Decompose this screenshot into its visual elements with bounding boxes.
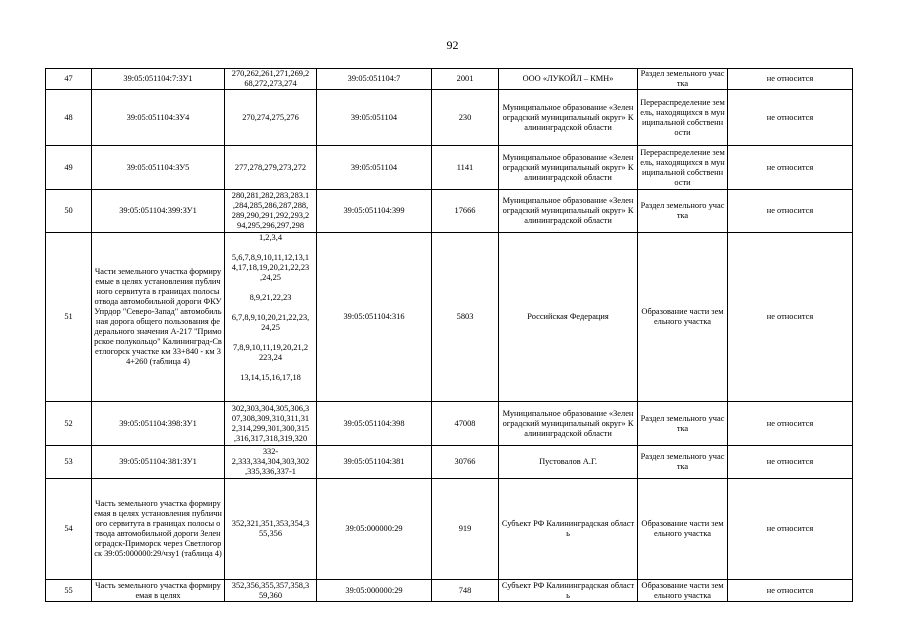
row-number: 55 <box>46 580 92 602</box>
cadastral-number: 39:05:051104:7:ЗУ1 <box>92 69 225 90</box>
note: не относится <box>728 233 853 402</box>
formation-method: Перераспределение земель, находящихся в муниципальной собственности <box>638 90 728 146</box>
formation-method: Раздел земельного участка <box>638 446 728 479</box>
owner: ООО «ЛУКОЙЛ – КМН» <box>499 69 638 90</box>
area: 17666 <box>432 190 499 233</box>
parent-plot: 39:05:051104:381 <box>317 446 432 479</box>
parent-plot: 39:05:000000:29 <box>317 580 432 602</box>
table-row <box>46 69 853 90</box>
owner: Муниципальное образование «Зеленоградский муниципальный округ» Калининградской области <box>499 90 638 146</box>
formation-method: Образование части земельного участка <box>638 233 728 402</box>
cadastral-number: Часть земельного участка формируемая в целях установления публичного сервитута в границах полосы отвода автомобильной дороги Зеленоградск-Приморск через Светлогорск 39:05:000000:29/чзу1 (таблица 4) <box>92 479 225 580</box>
boundary-points: 302,303,304,305,306,3 07,308,309,310,311,31 2,314,299,301,300,315 ,316,317,318,319,320 <box>225 402 317 446</box>
area: 2001 <box>432 69 499 90</box>
formation-method: Образование части земельного участка <box>638 580 728 602</box>
table-row <box>46 90 853 146</box>
note: не относится <box>728 90 853 146</box>
cadastral-number: 39:05:051104:399:ЗУ1 <box>92 190 225 233</box>
table-row <box>46 446 853 479</box>
note: не относится <box>728 580 853 602</box>
row-number: 47 <box>46 69 92 90</box>
boundary-points: 352,321,351,353,354,3 55,356 <box>225 479 317 580</box>
boundary-points: 270,262,261,271,269,2 68,272,273,274 <box>225 69 317 90</box>
cadastral-number: 39:05:051104:381:ЗУ1 <box>92 446 225 479</box>
owner: Пустовалов А.Г. <box>499 446 638 479</box>
page-number: 92 <box>446 38 459 52</box>
table-row <box>46 402 853 446</box>
formation-method: Раздел земельного участка <box>638 402 728 446</box>
table-row <box>46 233 853 402</box>
note: не относится <box>728 69 853 90</box>
row-number: 50 <box>46 190 92 233</box>
owner: Муниципальное образование «Зеленоградский муниципальный округ» Калининградской области <box>499 190 638 233</box>
cadastral-number: 39:05:051104:ЗУ5 <box>92 146 225 190</box>
row-number: 51 <box>46 233 92 402</box>
boundary-points: 1,2,3,4 5,6,7,8,9,10,11,12,13,1 4,17,18,19,20,21,22,23 ,24,25 8,9,21,22,23 6,7,8,9,10,20,21,22,23, 24,25 7,8,9,10,11,19,20,21,2 223,24 13,14,15,16,17,18 <box>225 233 317 402</box>
note: не относится <box>728 402 853 446</box>
owner: Субъект РФ Калининградская область <box>499 580 638 602</box>
table-row <box>46 190 853 233</box>
area: 748 <box>432 580 499 602</box>
parent-plot: 39:05:051104:399 <box>317 190 432 233</box>
parent-plot: 39:05:051104 <box>317 146 432 190</box>
formation-method: Раздел земельного участка <box>638 190 728 233</box>
boundary-points: 280,281,282,283,283.1 ,284,285,286,287,288, 289,290,291,292,293,2 94,295,296,297,298 <box>225 190 317 233</box>
boundary-points: 277,278,279,273,272 <box>225 146 317 190</box>
boundary-points: 332- 2,333,334,304,303,302 ,335,336,337-1 <box>225 446 317 479</box>
boundary-points: 270,274,275,276 <box>225 90 317 146</box>
parent-plot: 39:05:000000:29 <box>317 479 432 580</box>
note: не относится <box>728 479 853 580</box>
owner: Муниципальное образование «Зеленоградский муниципальный округ» Калининградской области <box>499 402 638 446</box>
area: 5803 <box>432 233 499 402</box>
table-row <box>46 146 853 190</box>
parent-plot: 39:05:051104:398 <box>317 402 432 446</box>
parent-plot: 39:05:051104 <box>317 90 432 146</box>
area: 30766 <box>432 446 499 479</box>
owner: Субъект РФ Калининградская область <box>499 479 638 580</box>
area: 919 <box>432 479 499 580</box>
note: не относится <box>728 146 853 190</box>
cadastral-number: Части земельного участка формируемые в целях установления публичного сервитута в границах полосы отвода автомобильной дороги ФКУ Упрдор "Северо-Запад" автомобильная дорога общего пользования федерального значения А-217 "Приморское полукольцо" Калининград-Светлогорск участке км 33+840 - км 34+260 (таблица 4) <box>92 233 225 402</box>
row-number: 52 <box>46 402 92 446</box>
owner: Российская Федерация <box>499 233 638 402</box>
area: 1141 <box>432 146 499 190</box>
owner: Муниципальное образование «Зеленоградский муниципальный округ» Калининградской области <box>499 146 638 190</box>
row-number: 54 <box>46 479 92 580</box>
formation-method: Перераспределение земель, находящихся в муниципальной собственности <box>638 146 728 190</box>
area: 230 <box>432 90 499 146</box>
cadastral-number: 39:05:051104:398:ЗУ1 <box>92 402 225 446</box>
row-number: 49 <box>46 146 92 190</box>
boundary-points: 352,356,355,357,358,3 59,360 <box>225 580 317 602</box>
land-plots-table <box>45 68 853 602</box>
area: 47008 <box>432 402 499 446</box>
note: не относится <box>728 190 853 233</box>
note: не относится <box>728 446 853 479</box>
table-row <box>46 479 853 580</box>
cadastral-number: Часть земельного участка формируемая в целях <box>92 580 225 602</box>
row-number: 48 <box>46 90 92 146</box>
formation-method: Раздел земельного участка <box>638 69 728 90</box>
parent-plot: 39:05:051104:7 <box>317 69 432 90</box>
cadastral-number: 39:05:051104:ЗУ4 <box>92 90 225 146</box>
table-row <box>46 580 853 602</box>
parent-plot: 39:05:051104:316 <box>317 233 432 402</box>
formation-method: Образование части земельного участка <box>638 479 728 580</box>
row-number: 53 <box>46 446 92 479</box>
